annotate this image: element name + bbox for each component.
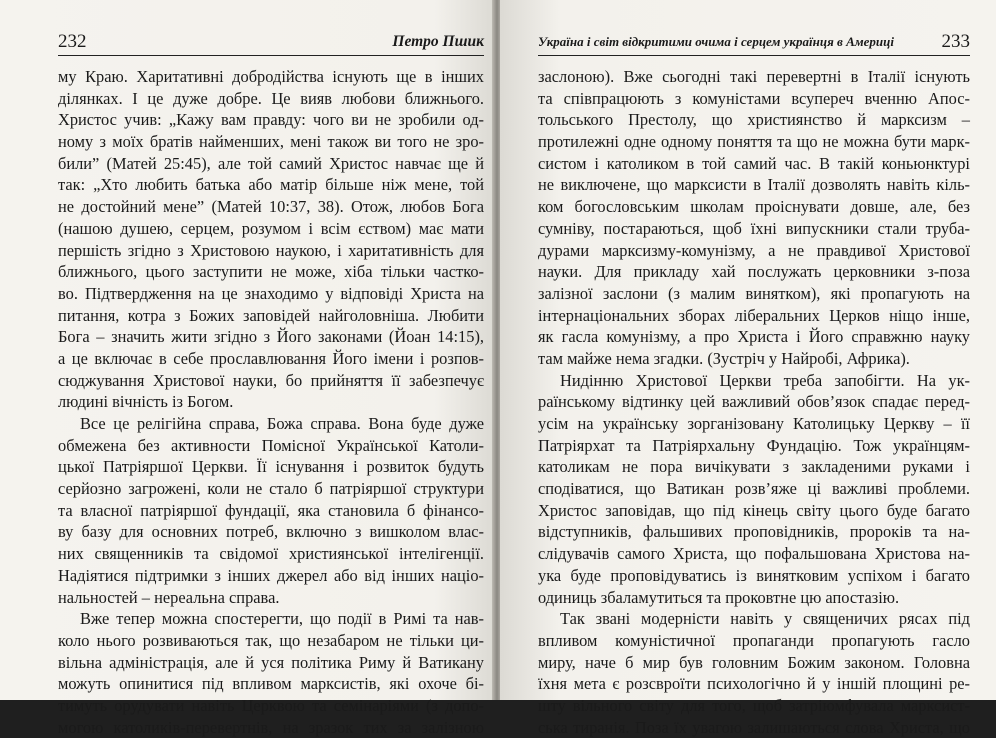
text-line: так: „Хто любить батька або матір більше ніж мене, той <box>58 175 484 195</box>
text-line: сумніву, постараються, щоб їхні випускники стали труба- <box>538 218 970 238</box>
running-head: Петро Пшик <box>392 33 484 50</box>
text-line: систом і католиком в той самий час. В такій коньюнктурі <box>538 153 970 173</box>
right-page-body <box>538 66 970 738</box>
text-line: не достойний мене” (Матей 10:37, 38). Отож, любов Бога <box>58 197 484 217</box>
text-line: одиниць збаламутиться та проковтне цю апостазію. <box>538 587 900 607</box>
text-line: Надіятися підтримки з інших джерел або від інших націо- <box>58 565 484 585</box>
text-line: обмежена без активности Помісної Української Католи- <box>58 435 484 455</box>
text-line: заслоною). Вже сьогодні такі перевертні в Італії існують <box>538 67 970 86</box>
text-line: людині вічність із Богом. <box>58 392 234 412</box>
text-line: Вже тепер можна спостерегти, що події в Римі та нав- <box>80 609 484 629</box>
text-line: можуть опинитися під впливом марксистів, які охоче бі- <box>58 674 484 694</box>
text-line: нальностей – нереальна справа. <box>58 587 280 607</box>
text-line: миру, наче б мир був головним Божим законом. Головна <box>538 652 970 672</box>
text-line: сподіватися, що Ватикан розв’яже ці важливі проблеми. <box>538 479 970 499</box>
text-line: першість згідно з Христовою наукою, і харитативність для <box>58 240 484 260</box>
text-line: а це включає в себе прославлювання Його імени і розпов- <box>58 348 484 368</box>
page-number: 233 <box>941 31 970 52</box>
text-line: во. Підтвердження на це знаходимо у відповіді Христа на <box>58 283 484 303</box>
text-line: Христос учив: „Кажу вам правду: чого ви не зробили од- <box>58 110 484 130</box>
text-line: не виключене, що марксисти в Італії дозволять навіть кіль- <box>538 175 970 195</box>
header-rule <box>58 55 484 56</box>
text-line: протилежні одне одному поняття та що не можна бути марк- <box>538 132 970 152</box>
text-line: впливом комуністичної пропаганди пропагують гасло <box>538 630 970 650</box>
text-line: ділянках. І це дуже добре. Це вияв любови ближнього. <box>58 88 484 108</box>
running-head: Україна і світ відкритими очима і серцем українця в Америці <box>538 34 894 49</box>
text-line: тимуть орудувати навіть Церквою та семінаріями (з допо- <box>58 695 484 715</box>
right-page <box>500 0 996 737</box>
text-line: му Краю. Харитативні добродійства існують ще в інших <box>58 67 484 86</box>
left-page <box>0 0 494 737</box>
text-line: та власної патріяршої фундації, яка становила б фінансо- <box>58 500 484 520</box>
text-line: Все це релігійна справа, Божа справа. Вона буде дуже <box>80 414 484 433</box>
right-page-header <box>538 30 970 52</box>
text-line: могою католиків-перевертнів, на зразок тих за залізною <box>58 717 484 737</box>
text-line: ком богословським школам проіснувати довше, але, без <box>538 197 970 217</box>
text-line: сюджування Христової науки, бо прийняття її забезпечує <box>58 370 484 390</box>
text-line: тольського Престолу, що християнство й марксизм – <box>538 110 970 130</box>
text-line: залізної заслони (з малим винятком), які пропагують на <box>538 283 970 303</box>
text-line: слідувачів самого Христа, що пофальшована Христова на- <box>538 544 970 564</box>
text-line: коло нього розвиваються так, що незабаром не тільки ци- <box>58 630 484 650</box>
text-line: Нидінню Христової Церкви треба запобігти. На ук- <box>560 370 970 390</box>
text-line: ближнього, цього заступити не може, хіба тільки частко- <box>58 262 484 282</box>
text-line: шту вільного світу для того, щоб затріюмфувала марксист- <box>538 695 970 715</box>
left-page-body <box>58 66 484 738</box>
page-number: 232 <box>58 31 87 52</box>
text-line: як гасла комунізму, а про Христа і Його справжню науку <box>538 327 970 347</box>
text-line: Так звані модерністи навіть у священичих рясах під <box>560 609 970 629</box>
text-line: ська тиранія. Поза їх увагою залишаються слова Христа, що <box>538 717 970 737</box>
text-line: дурами марксизму-комунізму, а не правдивої Христової <box>538 240 970 260</box>
text-line: католикам не пора вичікувати з закладеними руками і <box>538 457 970 477</box>
text-line: ному з моїх братів найменших, мені також ви того не зро- <box>58 132 484 152</box>
text-line: били” (Матей 25:45), але той самий Христос навчає ще й <box>58 153 484 173</box>
text-line: Патріярхат та Патріярхальну Фундацію. Тож українцям- <box>538 435 970 455</box>
text-line: їхня мета є розсвроїти психологічно й у іншій площині ре- <box>538 674 970 694</box>
left-page-header <box>58 30 484 52</box>
text-line: (нашою душею, серцем, розумом і всім єством) має мати <box>58 218 484 238</box>
text-line: Бога – значить жити згідно з Його законами (Йоан 14:15), <box>58 327 484 347</box>
text-line: них священників та свідомої християнської інтелігенції. <box>58 544 484 564</box>
text-line: Христос заповідав, що під кінець світу цього буде багато <box>538 500 970 520</box>
text-line: ву базу для основних потреб, включно з вишколом влас- <box>58 522 484 542</box>
text-line: вільна адміністрація, але й уся політика Риму й Ватикану <box>58 652 484 672</box>
header-rule <box>538 55 970 56</box>
text-line: там майже нема згадки. (Зустріч у Найробі, Африка). <box>538 348 910 368</box>
text-line: науки. Для прикладу хай послужать церковники з-поза <box>538 262 970 282</box>
text-line: інтернаціональних зборах ліберальних Церков ніщо інше, <box>538 305 970 325</box>
text-line: питання, котра з Божих заповідей найголовніша. Любити <box>58 305 484 325</box>
text-line: відступників, фальшивих проповідників, пророків та на- <box>538 522 970 542</box>
text-line: цької Патріяршої Церкви. Її існування і розвиток будуть <box>58 457 484 477</box>
text-line: ука буде проповідуватись із винятковим успіхом і багато <box>538 565 970 585</box>
text-line: раїнському відтинку цей важливий обов’язок спадає перед- <box>538 392 970 412</box>
text-line: серйозно загрожені, коли не стало б патріяршої структури <box>58 479 484 499</box>
text-line: усім на українську зорганізовану Католицьку Церкву – її <box>538 414 970 433</box>
text-line: та співпрацюють з комуністами всупереч вченню Апос- <box>538 88 970 108</box>
